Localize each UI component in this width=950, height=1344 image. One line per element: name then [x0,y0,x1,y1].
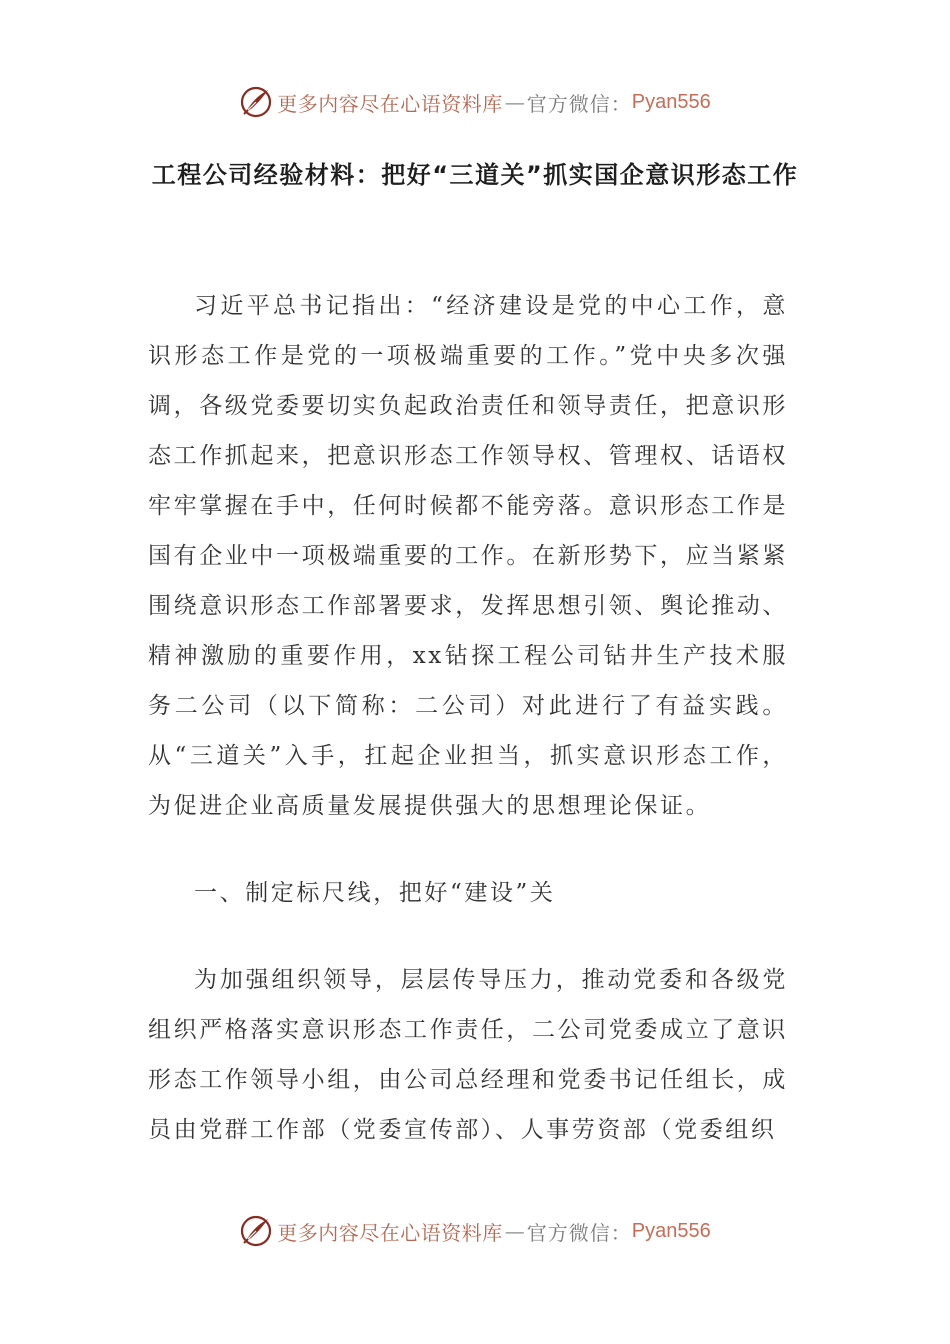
banner-separator: — [504,90,525,114]
quill-logo-icon [239,85,273,119]
banner-wechat-id: Pyan556 [631,90,711,113]
header-banner [0,82,950,122]
section-1-paragraph: 为加强组织领导，层层传导压力，推动党委和各级党组织严格落实意识形态工作责任，二公司党委成立了意识形态工作领导小组，由公司总经理和党委书记任组长，成员由党群工作部（党委宣传部）、人事劳资部（党委组织 [148,967,788,1143]
banner-separator: — [504,1219,525,1243]
banner-text: 更多内容尽在心语资料库 [277,1220,503,1245]
quill-logo-icon [239,1214,273,1248]
footer-banner [0,1211,950,1251]
banner-label: 官方微信： [526,91,632,116]
banner-wechat-id: Pyan556 [631,1219,711,1242]
section-heading-1: 一、制定标尺线，把好“建设”关 [194,880,556,906]
intro-paragraph: 习近平总书记指出：“经济建设是党的中心工作，意识形态工作是党的一项极端重要的工作。”党中央多次强调，各级党委要切实负起政治责任和领导责任，把意识形态工作抓起来，把意识形态工作领导权、管理权、话语权牢牢掌握在手中，任何时候都不能旁落。意识形态工作是国有企业中一项极端重要的工作。在新形势下，应当紧紧围绕意识形态工作部署要求，发挥思想引领、舆论推动、精神激励的重要作用，xx钻探工程公司钻井生产技术服务二公司（以下简称：二公司）对此进行了有益实践。从“三道关”入手，扛起企业担当，抓实意识形态工作，为促进企业高质量发展提供强大的思想理论保证。 [148,293,788,819]
document-body [148,281,788,1155]
document-title: 工程公司经验材料：把好“三道关”抓实国企意识形态工作 [151,161,799,189]
banner-label: 官方微信： [526,1220,632,1245]
banner-text: 更多内容尽在心语资料库 [277,91,503,116]
